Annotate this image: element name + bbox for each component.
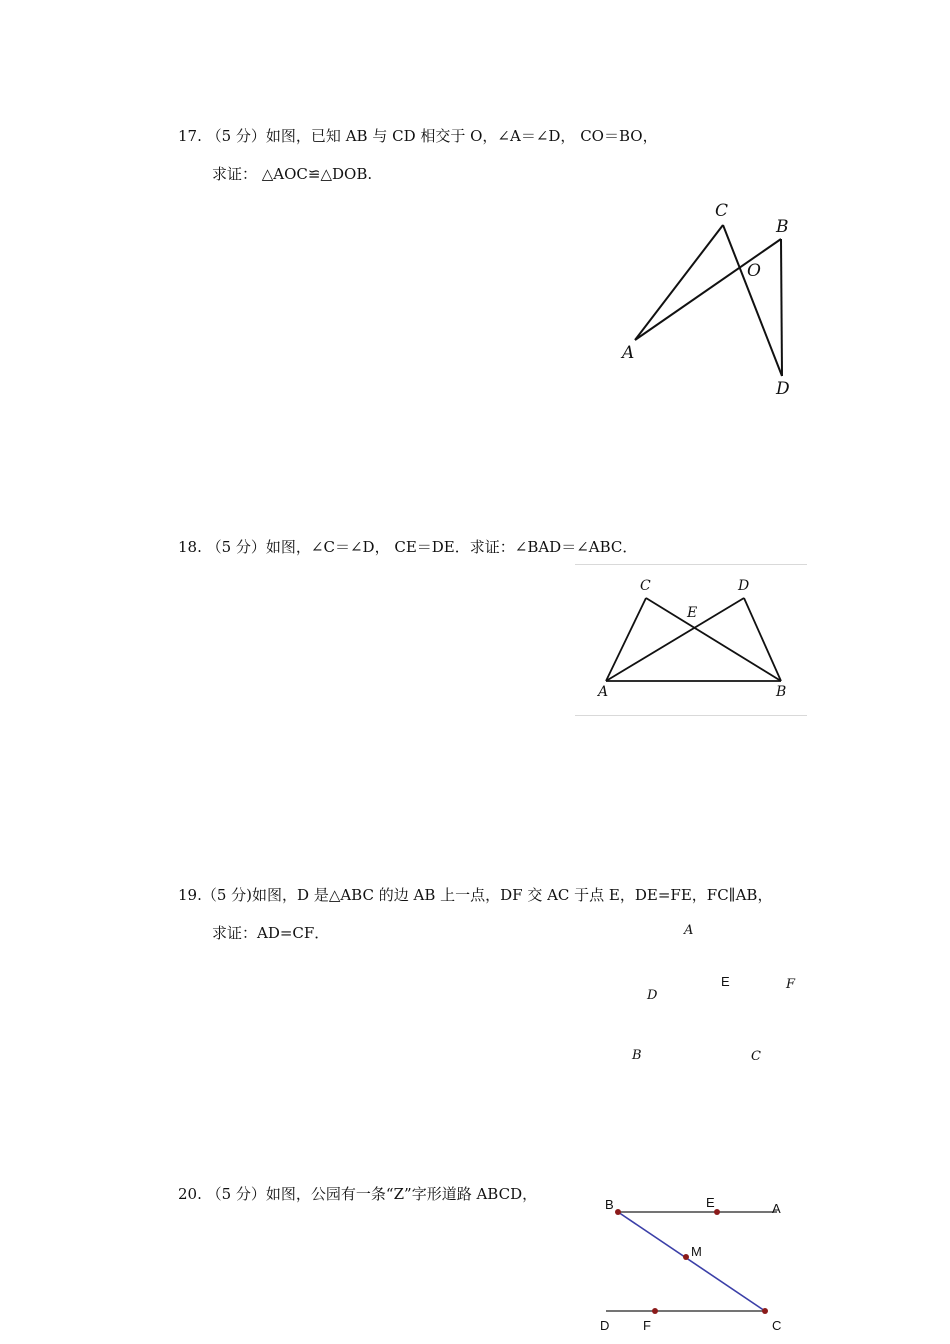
q17-label-a: A bbox=[622, 343, 635, 363]
q20-point-c bbox=[762, 1308, 768, 1314]
q20-label-b: B bbox=[605, 1197, 614, 1212]
q19-label-c: C bbox=[751, 1049, 761, 1064]
q17-label-o: O bbox=[747, 261, 761, 281]
q19-line1: 19.（5 分)如图，D 是△ABC 的边 AB 上一点，DF 交 AC 于点 E，DE=FE，FC∥AB， bbox=[178, 886, 773, 904]
q18-label-d: D bbox=[738, 578, 750, 594]
q20-point-m bbox=[683, 1254, 689, 1260]
q19-label-e: E bbox=[721, 974, 730, 989]
q18-line1: 18. （5 分）如图，∠C＝∠D， CE＝DE．求证：∠BAD＝∠ABC． bbox=[178, 538, 638, 556]
q20-line1: 20. （5 分）如图，公园有一条“Z”字形道路 ABCD， bbox=[178, 1185, 538, 1203]
q17-label-c: C bbox=[715, 201, 729, 221]
q20-road-bc bbox=[618, 1212, 765, 1311]
q19-line2: 求证：AD=CF． bbox=[212, 924, 330, 942]
q20-label-d: D bbox=[600, 1318, 610, 1333]
q18-label-a: A bbox=[598, 684, 609, 700]
q20-point-b bbox=[615, 1209, 621, 1215]
q20-label-e: E bbox=[706, 1195, 715, 1210]
q17-label-b: B bbox=[776, 217, 789, 237]
q18-label-b: B bbox=[776, 684, 787, 700]
q19-label-f: F bbox=[786, 977, 796, 992]
q20-point-f bbox=[652, 1308, 658, 1314]
q19-label-a: A bbox=[684, 923, 694, 938]
q20-label-a: A bbox=[772, 1201, 781, 1216]
q20-label-c: C bbox=[772, 1318, 782, 1333]
q19-label-d: D bbox=[647, 988, 658, 1003]
q18-label-e: E bbox=[687, 605, 698, 621]
q17-line2: 求证： △AOC≌△DOB. bbox=[212, 165, 373, 183]
q17-line1: 17. （5 分）如图，已知 AB 与 CD 相交于 O，∠A＝∠D， CO＝BO， bbox=[178, 127, 658, 145]
q20-label-f: F bbox=[643, 1318, 651, 1333]
q17-label-d: D bbox=[776, 379, 790, 399]
q18-label-c: C bbox=[640, 578, 651, 594]
q19-label-b: B bbox=[632, 1048, 642, 1063]
q20-label-m: M bbox=[691, 1244, 702, 1259]
